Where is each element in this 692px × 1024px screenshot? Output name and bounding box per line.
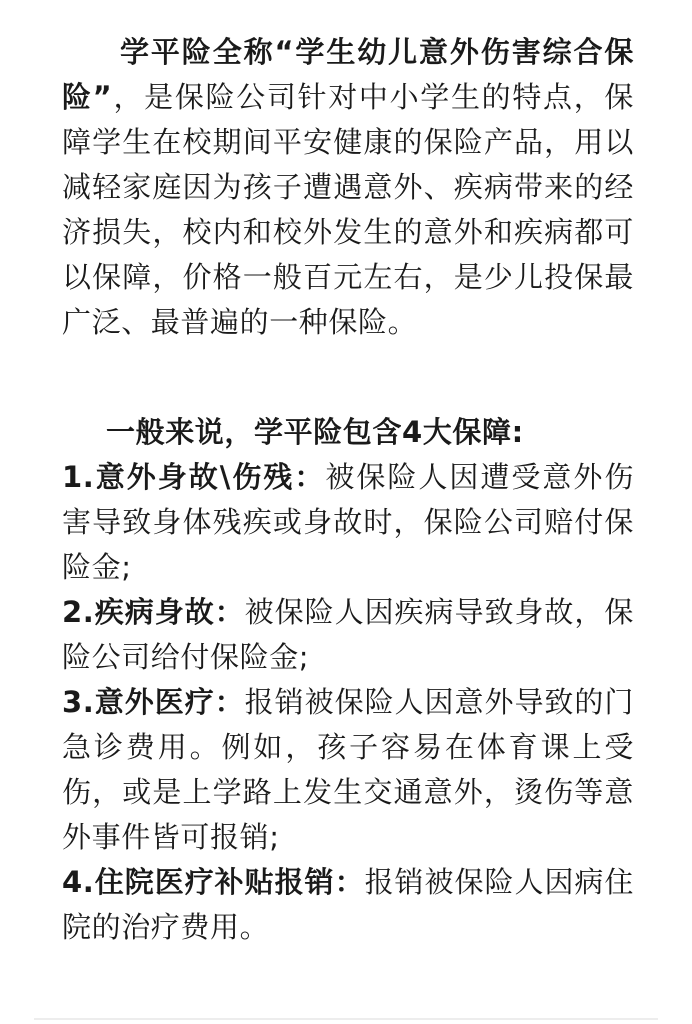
coverage-item-text: 被保险人因遭受意外伤害导致身体残疾或身故时，保险公司赔付保险金; [62,460,634,584]
intro-bold-term: 学平险全称“学生幼儿意外伤害综合保险” [62,35,634,114]
coverage-item-4 [62,860,634,950]
coverage-item-text: 报销被保险人因病住院的治疗费用。 [62,865,634,944]
coverage-item-title: 1.意外身故\伤残： [62,460,326,494]
section-heading: 一般来说，学平险包含4大保障: [106,415,524,449]
coverage-item-text: 报销被保险人因意外导致的门急诊费用。例如，孩子容易在体育课上受伤，或是上学路上发生交通意外，烫伤等意外事件皆可报销; [62,685,634,854]
coverage-item-text: 被保险人因疾病导致身故，保险公司给付保险金; [62,595,634,674]
article-body [62,30,634,950]
coverage-item-title: 3.意外医疗： [62,685,245,719]
coverage-item-1 [62,455,634,590]
coverage-item-title: 4.住院医疗补贴报销： [62,865,365,899]
bottom-divider [34,1018,658,1020]
intro-text: ，是保险公司针对中小学生的特点，保障学生在校期间平安健康的保险产品，用以减轻家庭因为孩子遭遇意外、疾病带来的经济损失，校内和校外发生的意外和疾病都可以保障，价格一般百元左右，是少儿投保最广泛、最普遍的一种保险。 [62,80,635,339]
coverage-item-title: 2.疾病身故： [62,595,245,629]
coverage-item-3 [62,680,634,860]
coverage-item-2 [62,590,634,680]
intro-paragraph [62,30,634,345]
